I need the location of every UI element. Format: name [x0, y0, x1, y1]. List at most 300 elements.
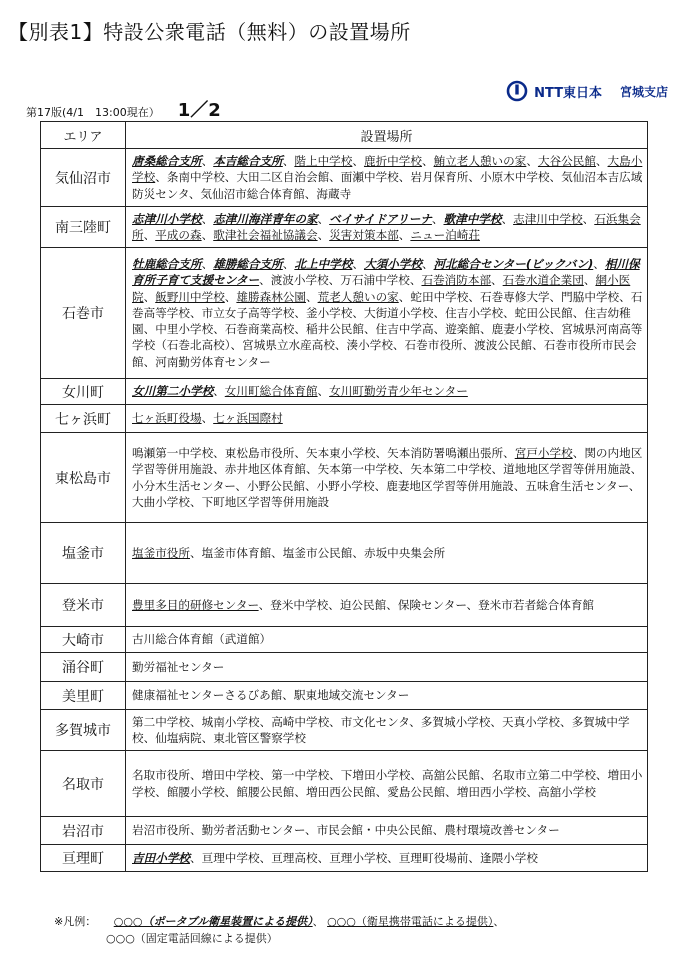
item-separator: 、	[375, 446, 388, 461]
item-separator: 、	[189, 545, 202, 560]
place-item: 古川総合体育館（武道館）	[132, 632, 272, 647]
item-separator: 、	[230, 338, 243, 353]
item-separator: 、	[490, 714, 502, 729]
place-item: 平成の森	[155, 228, 202, 242]
item-separator: 、	[201, 731, 214, 745]
place-item: 石巻市役所市民会館	[132, 338, 637, 369]
table-row	[41, 682, 648, 710]
place-item: 災害対策本部	[329, 228, 399, 242]
item-separator: 、	[491, 273, 503, 288]
place-item: 歌津中学校	[443, 211, 502, 226]
item-separator: 、	[410, 768, 422, 783]
item-separator: 、	[526, 154, 538, 169]
item-separator: 、	[583, 273, 596, 288]
item-separator: 、	[352, 305, 364, 320]
table-row	[41, 627, 648, 653]
item-separator: 、	[595, 154, 608, 169]
place-item: 女川町勤労青少年センター	[329, 384, 468, 399]
item-separator: 、	[224, 170, 237, 185]
place-item: 赤井地区体育館	[224, 462, 306, 477]
item-separator: 、	[294, 305, 306, 320]
branch-name: 宮城支店	[619, 84, 668, 99]
place-item: 名取市役所	[132, 768, 190, 783]
place-item: 増田西小学校	[456, 784, 527, 799]
legend-fixed-line: ○○○（固定電話回線による提供）	[106, 932, 278, 945]
item-separator: 、	[433, 305, 446, 320]
company-name: NTT東日本	[534, 85, 602, 101]
place-item: 門脇中学校	[561, 289, 620, 304]
place-item: 亘理中学校	[201, 850, 260, 865]
place-item: 下増田小学校	[340, 768, 411, 783]
header-place: 設置場所	[126, 122, 648, 149]
place-item: 市立女子高等学校	[201, 305, 295, 320]
place-item: 豊里多目的研修センター	[132, 597, 259, 612]
item-separator: 、	[258, 597, 271, 612]
place-item: 唐桑総合支所	[132, 154, 202, 169]
place-item: 大須小学校	[363, 257, 422, 272]
place-item: 雄勝総合支所	[213, 257, 283, 272]
place-item: 小原木中学校	[479, 170, 550, 185]
place-item: 住吉中学高	[375, 322, 434, 337]
place-item: 塩釜市公民館	[282, 545, 353, 560]
place-cell	[126, 207, 648, 248]
item-separator: 、	[201, 211, 214, 226]
place-item: 亘理小学校	[329, 850, 388, 865]
place-item: 館腰小学校	[166, 784, 225, 799]
place-item: 女川町総合体育館	[224, 384, 318, 399]
item-separator: 、	[282, 688, 294, 703]
place-item: 五味倉生活センター	[525, 478, 629, 493]
item-separator: 、	[386, 597, 398, 612]
place-item: 大谷公民館	[537, 154, 596, 169]
table-row	[41, 751, 648, 817]
edition-info	[26, 96, 221, 122]
item-separator: 、	[352, 154, 364, 169]
place-item: 志津川海洋青年の家	[213, 211, 318, 226]
item-separator: 、	[572, 446, 585, 461]
legend	[54, 913, 504, 947]
table-row	[41, 523, 648, 584]
area-cell: 東松島市	[41, 433, 126, 523]
place-item: 大島小学校	[132, 154, 643, 185]
place-cell	[126, 248, 648, 379]
item-separator: 、	[235, 478, 248, 493]
header-area: エリア	[41, 122, 126, 149]
place-item: 増田西公民館	[306, 784, 376, 799]
place-item: 東北管区警察学校	[213, 731, 306, 745]
item-separator: 、	[143, 354, 156, 369]
item-separator: 、	[213, 322, 225, 337]
area-cell: 多賀城市	[41, 710, 126, 751]
place-item: 亘理町役場前	[398, 850, 469, 865]
table-row	[41, 248, 648, 379]
item-separator: 、	[532, 338, 544, 353]
place-item: 志津川小学校	[132, 211, 202, 226]
item-separator: 、	[317, 850, 330, 865]
item-separator: 、	[352, 545, 364, 560]
item-separator: 、	[433, 322, 446, 337]
brand	[506, 80, 668, 102]
place-cell	[126, 149, 648, 207]
place-item: 塩釜市役所	[132, 545, 190, 560]
area-cell: 七ヶ浜町	[41, 405, 126, 433]
place-cell	[126, 845, 648, 872]
page-number: 1／2	[177, 100, 221, 121]
place-item: 第二中学校	[132, 714, 190, 729]
item-separator: 、	[431, 211, 444, 226]
item-separator: 、	[224, 289, 237, 304]
item-separator: 、	[334, 338, 347, 353]
item-separator: 、	[259, 768, 272, 783]
place-item: 市文化センタ	[340, 714, 410, 729]
table-row	[41, 653, 648, 682]
place-item: 遊楽館	[445, 322, 480, 337]
place-item: 海蔵寺	[316, 186, 352, 201]
place-item: 住吉小学校	[445, 305, 504, 320]
place-item: 石巻専修大学	[479, 289, 550, 304]
item-separator: 、	[213, 384, 225, 399]
item-separator: 、	[479, 322, 492, 337]
place-cell	[126, 405, 648, 433]
place-item: 渡波小学校	[270, 273, 329, 288]
table-row	[41, 710, 648, 751]
table-row	[41, 405, 648, 433]
item-separator: 、	[329, 768, 341, 783]
item-separator: 、	[305, 478, 317, 493]
place-item: 飯野川中学校	[155, 289, 225, 304]
place-item: 釜小学校	[305, 305, 353, 320]
place-item: 高崎中学校	[271, 714, 330, 729]
area-cell: 石巻市	[41, 248, 126, 379]
place-item: 岩沼市役所	[132, 823, 190, 838]
table-header-row	[41, 122, 648, 149]
place-item: 下町地区学習等併用施設	[201, 494, 330, 509]
item-separator: 、	[630, 462, 643, 477]
item-separator: 、	[628, 478, 641, 493]
place-item: 吉田小学校	[132, 850, 190, 865]
item-separator: 、	[259, 850, 272, 865]
area-cell: 登米市	[41, 584, 126, 627]
place-item: 市民会館・中央公民館	[316, 823, 433, 838]
locations-table	[40, 121, 648, 872]
item-separator: 、	[155, 170, 167, 185]
place-item: 万石浦中学校	[340, 273, 410, 288]
item-separator: 、	[317, 384, 330, 399]
place-item: 高舘小学校	[537, 784, 596, 799]
item-separator: 、	[259, 714, 272, 729]
table-row	[41, 149, 648, 207]
item-separator: 、	[468, 170, 480, 185]
item-separator: 、	[526, 784, 538, 799]
place-item: 高舘公民館	[421, 768, 480, 783]
place-item: 仙塩病院	[155, 731, 202, 745]
item-separator: 、	[305, 462, 318, 477]
table-body	[41, 149, 648, 872]
place-item: 矢本東小学校	[305, 446, 376, 461]
place-item: 七ヶ浜国際村	[213, 411, 283, 426]
item-separator: 、	[213, 446, 225, 461]
item-separator: 、	[363, 322, 376, 337]
item-separator: 、	[143, 289, 156, 304]
place-item: 東松島市役所	[224, 446, 295, 461]
place-item: 気仙沼市総合体育館	[200, 186, 305, 201]
item-separator: 、	[189, 850, 202, 865]
area-cell: 女川町	[41, 379, 126, 405]
place-item: 雄勝森林公園	[236, 289, 306, 304]
item-separator: 、	[398, 228, 411, 242]
item-separator: 、	[201, 228, 214, 242]
item-separator: 、	[619, 289, 631, 304]
item-separator: 、	[398, 462, 411, 477]
table-row	[41, 845, 648, 872]
item-separator: 、	[503, 446, 515, 461]
place-item: 鹿妻地区学習等併用施設	[386, 478, 514, 493]
place-cell	[126, 682, 648, 710]
legend-portable-satellite: ○○○（ポータブル衛星装置による提供）	[113, 915, 313, 928]
place-item: 牡鹿総合支所	[132, 257, 202, 272]
place-item: 石浜集会所	[132, 211, 641, 242]
place-item: 健康福祉センターさるびあ館	[132, 688, 283, 703]
item-separator: 、	[317, 228, 330, 242]
area-cell: 南三陸町	[41, 207, 126, 248]
edition-label: 第17版(4/1 13:00現在）	[26, 106, 160, 119]
item-separator: 、	[143, 228, 156, 242]
item-separator: 、	[503, 305, 515, 320]
item-separator: 、	[282, 154, 295, 169]
place-item: 石巻高等学校	[132, 289, 643, 320]
place-item: 登米中学校	[270, 597, 329, 612]
item-separator: 、	[143, 731, 156, 745]
place-item: 勤労福祉センター	[132, 659, 225, 674]
legend-line-1	[54, 913, 504, 930]
place-item: 宮戸小学校	[514, 446, 573, 461]
item-separator: 、	[593, 257, 605, 272]
place-item: 農村環境改善センター	[444, 823, 560, 838]
item-separator: 、	[445, 784, 457, 799]
place-cell	[126, 523, 648, 584]
place-item: 駅東地域交流センター	[293, 688, 410, 703]
place-item: 迫公民館	[339, 597, 387, 612]
legend-prefix: ※凡例：	[54, 915, 97, 928]
area-cell: 気仙沼市	[41, 149, 126, 207]
area-cell: 塩釜市	[41, 523, 126, 584]
place-item: 中里小学校	[155, 322, 214, 337]
place-item: 小分木生活センター	[132, 478, 236, 493]
item-separator: 、	[213, 462, 225, 477]
item-separator: 、	[398, 170, 411, 185]
item-separator: 、	[201, 154, 214, 169]
place-item: 湊小学校	[346, 338, 393, 353]
place-item: 第一中学校	[271, 768, 330, 783]
item-separator: 、	[572, 305, 585, 320]
ntt-logo-icon	[506, 80, 528, 102]
place-item: 亘理高校	[271, 850, 318, 865]
place-item: 矢本第二中学校	[410, 462, 492, 477]
place-item: 歌津社会福祉協議会	[213, 228, 318, 242]
place-item: 荒老人憩いの家	[317, 289, 399, 304]
place-item: 本吉総合支所	[213, 154, 283, 169]
area-cell: 名取市	[41, 751, 126, 817]
place-item: 石巻商業高校	[224, 322, 295, 337]
item-separator: 、	[398, 289, 411, 304]
place-item: 気仙沼本吉広域防災センタ	[132, 170, 643, 201]
place-item: 鮪立老人憩いの家	[433, 154, 527, 169]
item-separator: 、	[294, 446, 306, 461]
legend-separator: 、	[312, 915, 324, 928]
place-item: 増田小学校	[132, 768, 643, 799]
item-separator: 、	[421, 154, 434, 169]
place-item: 矢本第一中学校	[317, 462, 399, 477]
place-item: 城南小学校	[201, 714, 260, 729]
item-separator: 、	[189, 494, 202, 509]
place-cell	[126, 379, 648, 405]
place-item: 大田二区自治会館	[236, 170, 330, 185]
item-separator: 、	[271, 545, 283, 560]
item-separator: 、	[549, 289, 562, 304]
place-item: 赤坂中央集会所	[363, 545, 446, 560]
table-row	[41, 433, 648, 523]
item-separator: 、	[329, 714, 341, 729]
place-item: 鹿折中学校	[363, 154, 422, 169]
place-item: 宮城県立水産高校	[242, 338, 335, 353]
item-separator: 、	[466, 597, 479, 612]
item-separator: 、	[491, 462, 504, 477]
place-item: 北上中学校	[294, 257, 353, 272]
item-separator: 、	[224, 784, 237, 799]
item-separator: 、	[582, 211, 595, 226]
place-item: 七ヶ浜町役場	[132, 411, 202, 426]
place-item: 志津川中学校	[513, 211, 583, 226]
place-item: 住吉幼稚園	[132, 305, 631, 337]
item-separator: 、	[329, 170, 341, 185]
item-separator: 、	[143, 322, 156, 337]
item-separator: 、	[374, 478, 387, 493]
place-item: 矢本消防署鳴瀬出張所	[387, 446, 504, 461]
place-item: 岩月保育所	[410, 170, 469, 185]
area-cell: 美里町	[41, 682, 126, 710]
place-cell	[126, 751, 648, 817]
item-separator: 、	[189, 823, 202, 838]
place-item: 増田中学校	[201, 768, 260, 783]
legend-satellite-phone: ○○○（衛星携帯電話による提供）	[327, 915, 494, 928]
item-separator: 、	[549, 322, 562, 337]
item-separator: 、	[462, 338, 475, 353]
area-cell: 亘理町	[41, 845, 126, 872]
item-separator: 、	[328, 273, 341, 288]
place-item: 蛇田中学校	[410, 289, 469, 304]
place-item: 名取市立第二中学校	[491, 768, 596, 783]
place-item: 勤労者活動センター	[201, 823, 306, 838]
area-cell: 岩沼市	[41, 817, 126, 845]
item-separator: 、	[513, 478, 526, 493]
place-item: 小野公民館	[247, 478, 306, 493]
item-separator: 、	[432, 823, 445, 838]
item-separator: 、	[595, 768, 608, 783]
place-item: 大街道小学校	[363, 305, 434, 320]
place-item: 宮城県河南高等学校（石巻北高校）	[132, 322, 643, 353]
place-item: 保険センター	[397, 597, 467, 612]
item-separator: 、	[559, 714, 572, 729]
place-cell	[126, 584, 648, 627]
place-item: 面瀬中学校	[340, 170, 399, 185]
item-separator: 、	[375, 784, 388, 799]
place-item: 天真小学校	[501, 714, 560, 729]
item-separator: 、	[409, 714, 421, 729]
place-item: 愛島公民館	[387, 784, 446, 799]
table-row	[41, 817, 648, 845]
place-item: 道地地区学習等併用施設	[503, 462, 631, 477]
place-item: 多賀城小学校	[420, 714, 491, 729]
place-item: 階上中学校	[294, 154, 353, 169]
item-separator: 、	[259, 273, 271, 288]
item-separator: 、	[352, 257, 364, 272]
place-cell	[126, 710, 648, 751]
place-cell	[126, 627, 648, 653]
item-separator: 、	[549, 170, 562, 185]
place-item: 館腰公民館	[236, 784, 295, 799]
place-item: 河北総合センター(ビックバン)	[433, 257, 594, 272]
item-separator: 、	[479, 768, 492, 783]
item-separator: 、	[501, 211, 514, 226]
place-item: 渡波公民館	[474, 338, 533, 353]
place-cell	[126, 433, 648, 523]
item-separator: 、	[188, 186, 201, 201]
item-separator: 、	[189, 714, 202, 729]
item-separator: 、	[189, 768, 202, 783]
legend-separator: 、	[493, 915, 505, 928]
table-row	[41, 584, 648, 627]
item-separator: 、	[304, 186, 317, 201]
place-item: 鹿妻小学校	[491, 322, 550, 337]
place-item: 多賀城中学校	[132, 714, 630, 745]
item-separator: 、	[294, 322, 306, 337]
item-separator: 、	[201, 257, 214, 272]
place-item: 石巻水道企業団	[502, 273, 584, 288]
place-cell	[126, 653, 648, 682]
item-separator: 、	[282, 257, 295, 272]
place-item: ベイサイドアリーナ	[329, 211, 432, 226]
place-item: 河南勤労体育センター	[155, 354, 271, 369]
table-row	[41, 207, 648, 248]
item-separator: 、	[305, 289, 318, 304]
item-separator: 、	[387, 850, 399, 865]
place-item: 塩釜市体育館	[201, 545, 272, 560]
place-item: 女川第二小学校	[132, 384, 214, 399]
place-item: 石巻市役所	[404, 338, 463, 353]
place-item: 逢隈小学校	[479, 850, 538, 865]
place-item: 蛇田公民館	[514, 305, 573, 320]
place-cell	[126, 817, 648, 845]
table-row	[41, 379, 648, 405]
item-separator: 、	[409, 273, 422, 288]
place-item: ニュー泊崎荘	[410, 228, 480, 242]
place-item: 条南中学校	[166, 170, 225, 185]
place-item: 稲井公民館	[306, 322, 364, 337]
place-item: 大曲小学校	[132, 494, 190, 509]
page-title: 【別表1】特設公衆電話（無料）の設置場所	[8, 20, 411, 44]
place-item: 相川保育所子育て支援センター	[132, 257, 640, 288]
item-separator: 、	[317, 211, 330, 226]
item-separator: 、	[305, 823, 317, 838]
item-separator: 、	[155, 784, 167, 799]
place-item: 石巻消防本部	[421, 273, 492, 288]
place-item: 網小医院	[132, 273, 631, 304]
item-separator: 、	[201, 411, 214, 426]
place-item: 小野小学校	[316, 478, 375, 493]
place-item: 関の内地区学習等併用施設	[132, 446, 643, 477]
area-cell: 涌谷町	[41, 653, 126, 682]
item-separator: 、	[468, 850, 480, 865]
